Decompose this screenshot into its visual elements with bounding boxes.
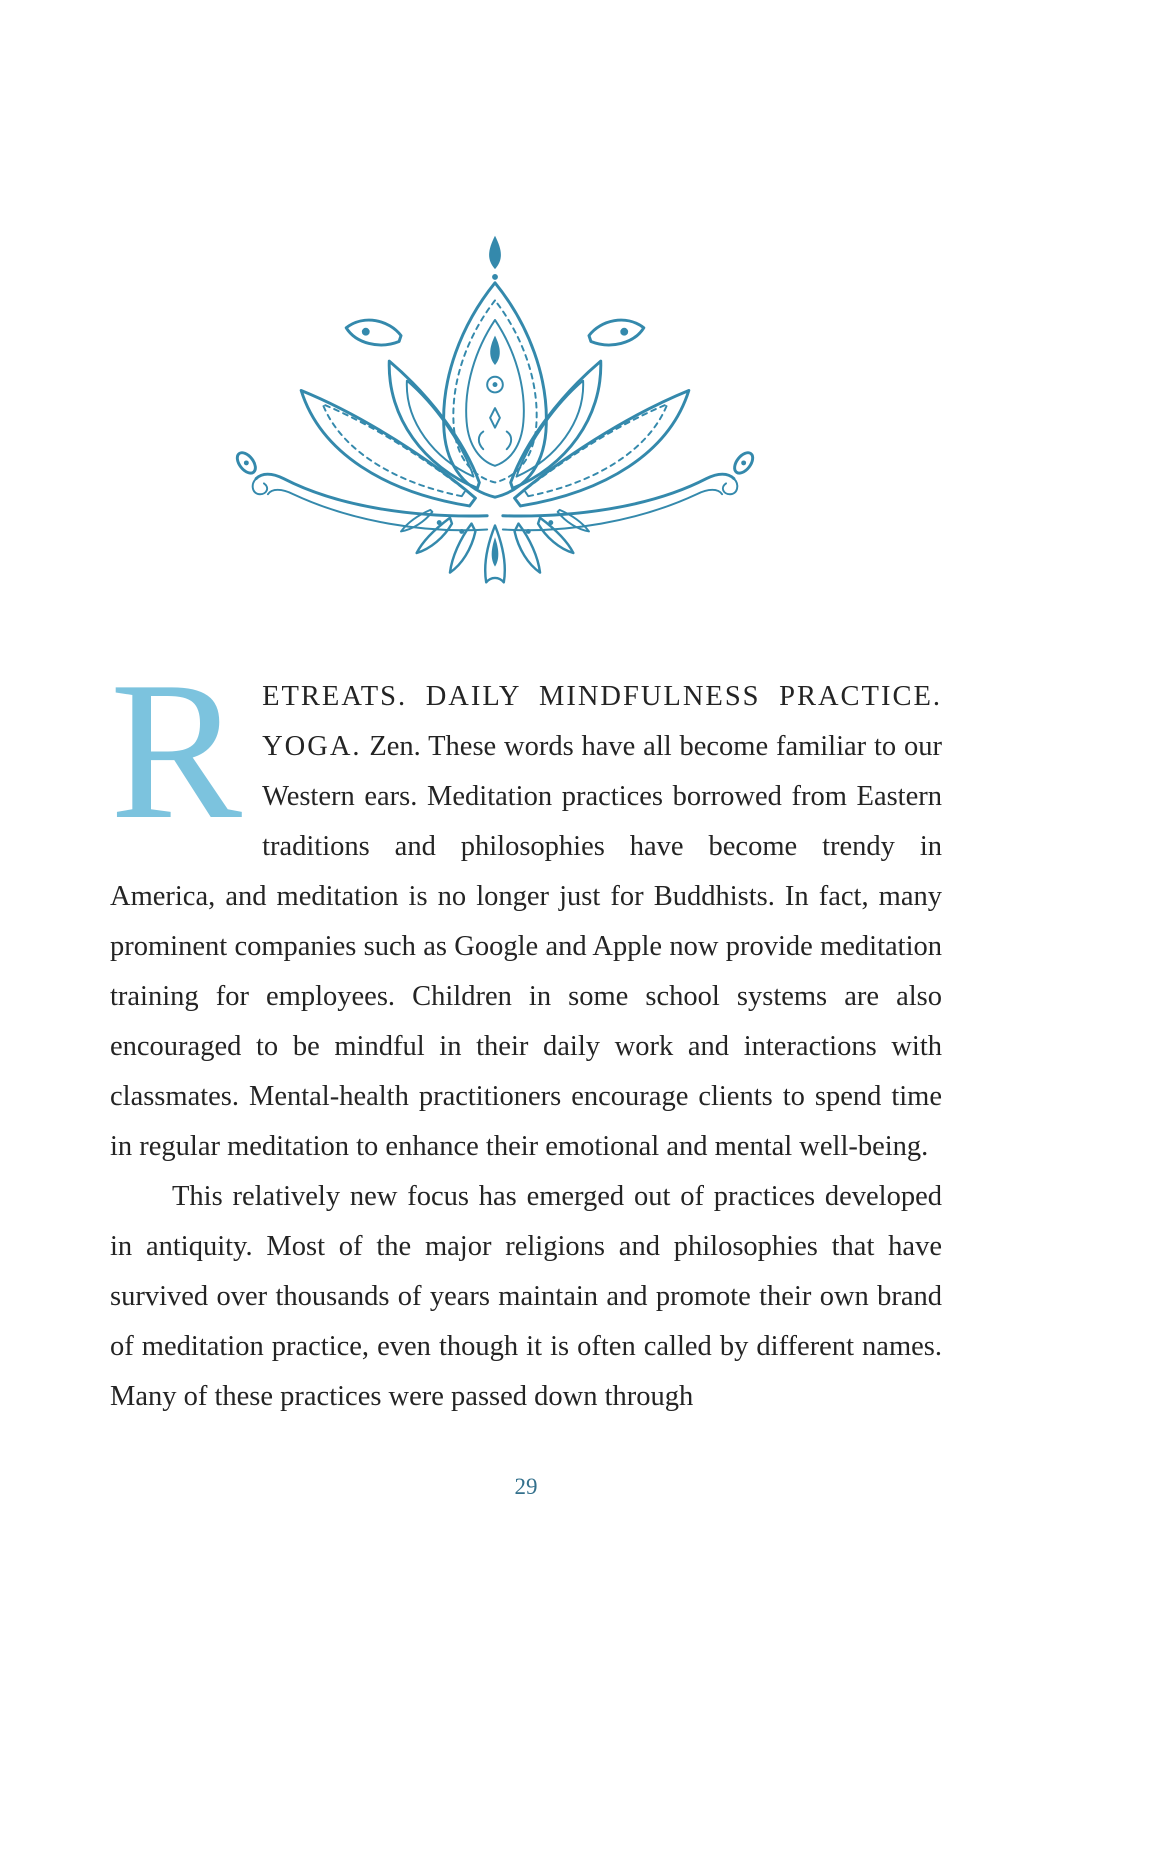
paragraph-opening [110,641,942,1172]
opening-line-caps: ETREATS. DAILY MINDFULNESS PRACTICE. YOGA. [262,681,942,762]
lotus-illustration [228,226,762,598]
paragraph-1-text: Zen. These words have all become familiar to our Western ears. Meditation practices borrowed from Eastern traditions and philosophies have become trendy in America, and meditation is no longer just for Buddhists. In fact, many prominent companies such as Google and Apple now provide meditation training for employees. Children in some school systems are also encouraged to be mindful in their daily work and interactions with classmates. Mental-health practitioners encourage clients to spend time in regular meditation to enhance their emotional and mental well-being. [110,731,942,1162]
drop-cap: R [110,641,243,860]
lotus-mandala-icon [228,226,762,598]
paragraph-2-text: This relatively new focus has emerged out of practices developed in antiquity. Most of the major religions and philosophies that have survived over thousands of years maintain and promote their own brand of meditation practice, even though it is often called by different names. Many of these practices were passed down through [110,1181,942,1412]
page-number: 29 [514,1474,538,1499]
paragraph-2 [110,1172,942,1422]
body-text [110,641,942,1422]
